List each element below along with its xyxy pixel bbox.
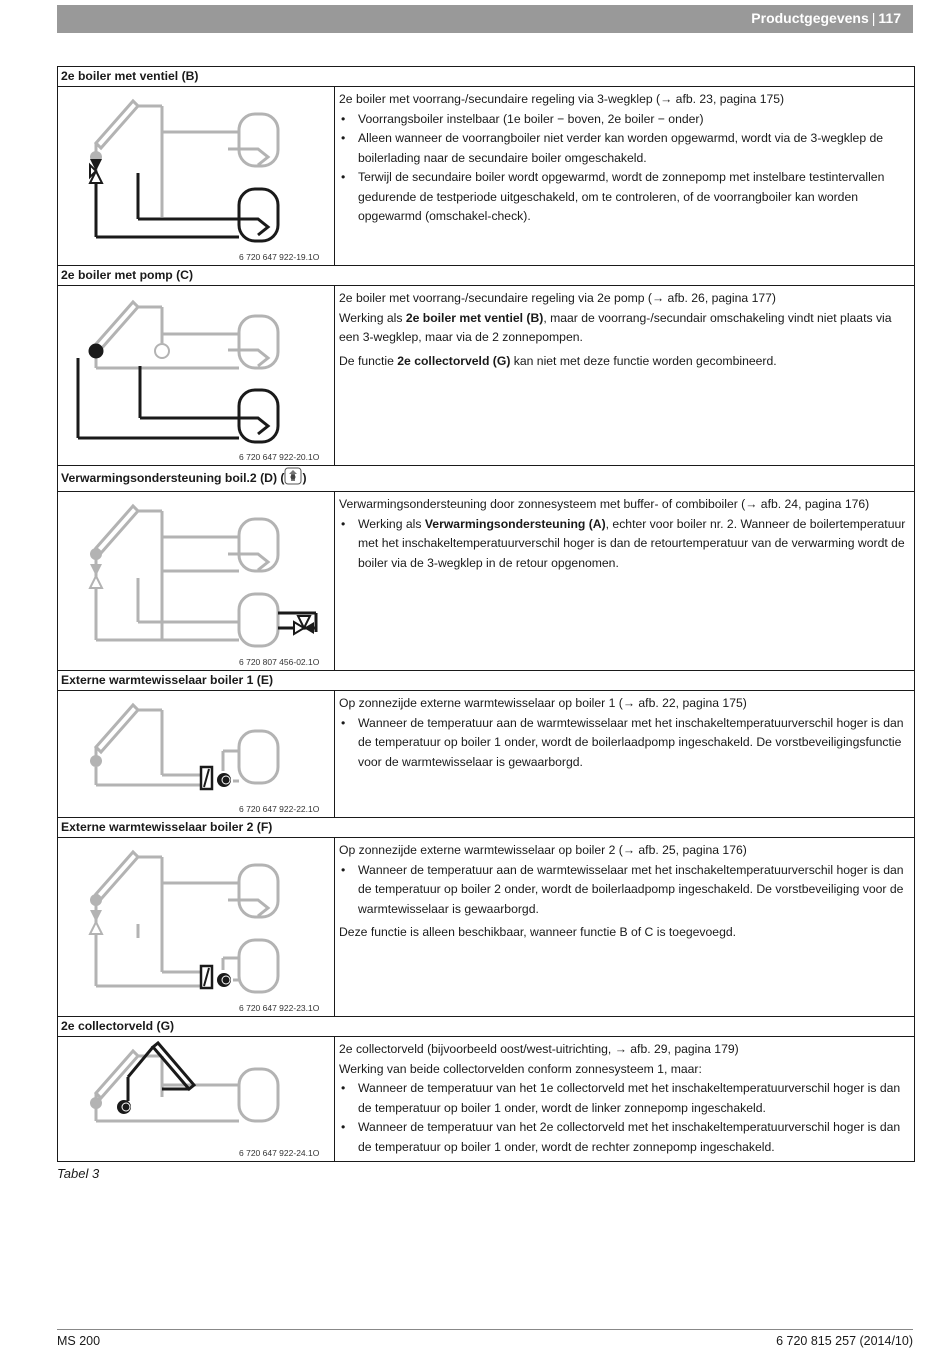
footer-rule (57, 1329, 913, 1330)
section-title-row (58, 266, 915, 286)
description-cell (335, 1037, 915, 1162)
diagram-2nd-collector-field (58, 1037, 334, 1161)
title-text: Verwarmingsondersteuning boil.2 (D) ( (61, 471, 285, 485)
running-header (751, 10, 901, 26)
description-intro: 2e boiler met voorrang-/secundaire regeling via 3-wegklep (→ afb. 23, pagina 175) (339, 92, 785, 106)
section-title-row (58, 818, 915, 838)
figure-cell (58, 838, 335, 1017)
section-title: Externe warmtewisselaar boiler 2 (F) (58, 818, 915, 838)
diagram-2nd-boiler-pump (58, 286, 334, 465)
description-intro: Op zonnezijde externe warmtewisselaar op boiler 1 (→ afb. 22, pagina 175) (339, 696, 747, 710)
figure-cell (58, 691, 335, 818)
text-run: Werking als (358, 516, 425, 531)
bullet-item: • Wanneer de temperatuur van het 1e collectorveld met het inschakeltemperatuurverschil hoger is dan de temperatuur op boiler 1 onder, wordt de linker zonnepomp ingeschakeld. (339, 1079, 910, 1118)
diagram-heating-support (58, 492, 334, 670)
section-row (58, 1037, 915, 1162)
figure-code: 6 720 647 922-20.1O (239, 452, 320, 462)
figure-code: 6 720 647 922-24.1O (239, 1148, 320, 1158)
description-cell (335, 87, 915, 266)
text-run: , maar de voorrang-/secundair omschakeling vindt niet plaats via een 3-wegklep, maar via de 2 zonnepompen. (339, 310, 892, 344)
figure-code: 6 720 647 922-22.1O (239, 804, 320, 814)
section-row (58, 286, 915, 466)
footer-product: MS 200 (57, 1334, 101, 1348)
section-row (58, 838, 915, 1017)
section-title-row (58, 1017, 915, 1037)
text-run: kan niet met deze functie worden gecombineerd. (510, 353, 777, 368)
description-paragraph (339, 352, 910, 372)
section-row (58, 87, 915, 266)
title-text: ) (302, 471, 307, 485)
header-separator: | (871, 10, 876, 26)
diagram-ext-heat-exchanger-2 (58, 838, 334, 1016)
heating-support-icon (284, 467, 302, 490)
function-reference: Verwarmingsondersteuning (A) (424, 516, 606, 531)
description-cell (335, 492, 915, 671)
text-run: , echter voor boiler nr. 2. Wanneer de boilertemperatuur met het inschakeltemperatuurverschil hoger is dan de retourtemperatuur van de verwarming wordt de boiler via de 3-wegklep in de retour opgenomen. (358, 516, 906, 570)
bullet-item: • Wanneer de temperatuur aan de warmtewisselaar met het inschakeltemperatuurverschil hoger is dan de temperatuur op boiler 2 onder, wordt de boilerlaadpomp ingeschakeld. De vorstbeveiliging voor de warmtewisselaar is gewaarborgd. (339, 861, 910, 920)
description-line: Werking van beide collectorvelden conform zonnesysteem 1, maar: (339, 1061, 702, 1076)
section-row (58, 691, 915, 818)
diagram-2nd-boiler-valve (58, 87, 334, 265)
description-note: Deze functie is alleen beschikbaar, wanneer functie B of C is toegevoegd. (339, 925, 737, 939)
section-title: 2e boiler met ventiel (B) (58, 67, 915, 87)
figure-cell (58, 492, 335, 671)
bullet-item: • Alleen wanneer de voorrangboiler niet verder kan worden opgewarmd, wordt via de 3-wegklep de boilerlading naar de secundaire boiler omgeschakeld. (339, 129, 910, 168)
text-run: De functie (339, 353, 398, 368)
function-table (57, 66, 915, 1162)
section-row (58, 492, 915, 671)
page-number: 117 (878, 10, 901, 26)
description-intro: Op zonnezijde externe warmtewisselaar op boiler 2 (→ afb. 25, pagina 176) (339, 843, 747, 857)
figure-code: 6 720 647 922-19.1O (239, 252, 320, 262)
footer-doc-number: 6 720 815 257 (2014/10) (776, 1334, 913, 1348)
figure-code: 6 720 647 922-23.1O (239, 1003, 320, 1013)
section-name: Productgegevens (751, 10, 869, 26)
table-caption: Tabel 3 (57, 1166, 100, 1181)
description-intro: 2e boiler met voorrang-/secundaire regeling via 2e pomp (→ afb. 26, pagina 177) (339, 291, 776, 305)
description-cell (335, 286, 915, 466)
page-header-bar (57, 5, 913, 33)
figure-cell (58, 286, 335, 466)
section-title: 2e collectorveld (G) (58, 1017, 915, 1037)
description-intro: Verwarmingsondersteuning door zonnesysteem met buffer- of combiboiler (→ afb. 24, pagina 176) (339, 497, 870, 511)
bullet-item (339, 515, 910, 574)
bullet-item: • Wanneer de temperatuur van het 2e collectorveld met het inschakeltemperatuurverschil hoger is dan de temperatuur op boiler 1 onder, wordt de rechter zonnepomp ingeschakeld. (339, 1118, 910, 1157)
section-title: Externe warmtewisselaar boiler 1 (E) (58, 671, 915, 691)
description-cell (335, 691, 915, 818)
function-reference: 2e collectorveld (G) (397, 353, 511, 368)
description-intro: 2e collectorveld (bijvoorbeeld oost/west-uitrichting, → afb. 29, pagina 179) (339, 1042, 739, 1056)
figure-cell (58, 1037, 335, 1162)
section-title-row (58, 466, 915, 492)
function-reference: 2e boiler met ventiel (B) (405, 310, 544, 325)
diagram-ext-heat-exchanger-1 (58, 691, 334, 817)
description-paragraph (339, 309, 910, 348)
text-run: Werking als (339, 310, 406, 325)
figure-cell (58, 87, 335, 266)
figure-code: 6 720 807 456-02.1O (239, 657, 320, 667)
section-title (58, 466, 915, 492)
bullet-item: • Terwijl de secundaire boiler wordt opgewarmd, wordt de zonnepomp met instelbare testintervallen gedurende de testperiode uitgeschakeld, om te controleren, of de voorrangboiler kan worden opgewarmd (omschakel-check). (339, 168, 910, 227)
section-title: 2e boiler met pomp (C) (58, 266, 915, 286)
description-cell (335, 838, 915, 1017)
bullet-item: • Wanneer de temperatuur aan de warmtewisselaar met het inschakeltemperatuurverschil hoger is dan de temperatuur op boiler 1 onder, wordt de boilerlaadpomp ingeschakeld. De vorstbeveiligingsfunctie voor de warmtewisselaar is gewaarborgd. (339, 714, 910, 773)
section-title-row (58, 671, 915, 691)
section-title-row (58, 67, 915, 87)
bullet-item: • Voorrangsboiler instelbaar (1e boiler − boven, 2e boiler − onder) (339, 110, 910, 130)
